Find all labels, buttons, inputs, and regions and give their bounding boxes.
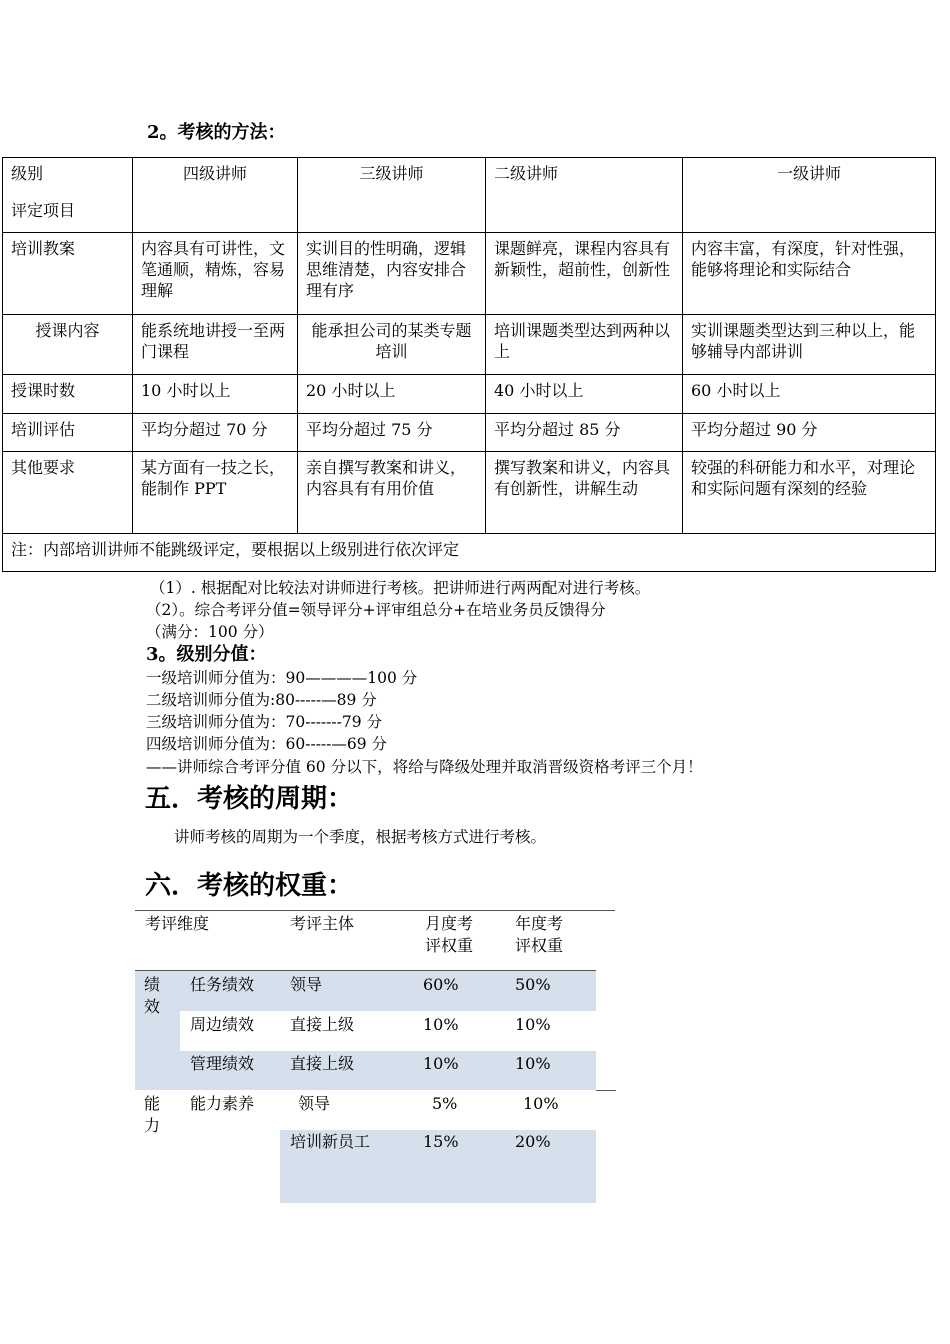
subject-cell: 直接上级	[290, 1054, 355, 1073]
table-cell: 10 小时以上	[133, 375, 298, 414]
level-header: 三级讲师	[298, 158, 486, 233]
group-label-ability: 能力	[144, 1094, 161, 1135]
table-cell: 平均分超过 70 分	[133, 414, 298, 452]
row-item: 授课内容	[3, 315, 133, 375]
table-cell: 平均分超过 85 分	[486, 414, 683, 452]
table-cell: 撰写教案和讲义，内容具有创新性，讲解生动	[486, 452, 683, 534]
yearly-cell: 10%	[515, 1054, 551, 1073]
row-item: 培训教案	[3, 233, 133, 315]
section5-text: 讲师考核的周期为一个季度，根据考核方式进行考核。	[174, 828, 547, 846]
corner-top: 级别	[11, 164, 44, 183]
table-cell: 能承担公司的某类专题培训	[298, 315, 486, 375]
section2-title: 2。考核的方法：	[147, 122, 286, 143]
table-cell: 培训课题类型达到两种以上	[486, 315, 683, 375]
level-score: 一级培训师分值为：90————100 分	[146, 669, 418, 687]
level-header: 二级讲师	[486, 158, 683, 233]
table-cell: 40 小时以上	[486, 375, 683, 414]
table-cell: 能系统地讲授一至两门课程	[133, 315, 298, 375]
level-score: 四级培训师分值为：60-----—69 分	[146, 735, 388, 753]
level-header: 四级讲师	[133, 158, 298, 233]
monthly-cell: 60%	[423, 975, 459, 994]
level-score-note: ——讲师综合考评分值 60 分以下，将给与降级处理并取消晋级资格考评三个月！	[146, 758, 703, 776]
corner-bottom: 评定项目	[11, 201, 76, 220]
table-cell: 平均分超过 75 分	[298, 414, 486, 452]
weight-header: 考评主体	[290, 914, 355, 933]
note-row	[3, 534, 936, 572]
subject-cell: 领导	[298, 1094, 331, 1113]
yearly-cell: 10%	[515, 1015, 551, 1034]
table-row	[3, 452, 936, 534]
monthly-cell: 10%	[423, 1015, 459, 1034]
table-header-row	[3, 158, 936, 233]
table-cell: 课题鲜亮，课程内容具有新颖性，超前性，创新性	[486, 233, 683, 315]
yearly-cell: 50%	[515, 975, 551, 994]
subject-cell: 直接上级	[290, 1015, 355, 1034]
yearly-cell: 20%	[515, 1132, 551, 1151]
table-row	[3, 414, 936, 452]
section5-title: 五．考核的周期：	[145, 784, 354, 814]
table-cell: 内容具有可讲性，文笔通顺，精炼，容易理解	[133, 233, 298, 315]
table-top-rule	[135, 910, 615, 911]
row-end-rule	[596, 1090, 616, 1091]
table-cell: 某方面有一技之长，能制作 PPT	[133, 452, 298, 534]
section6-title: 六．考核的权重：	[145, 871, 354, 901]
table-cell: 内容丰富，有深度，针对性强，能够将理论和实际结合	[683, 233, 936, 315]
table-row	[3, 375, 936, 414]
table-cell: 60 小时以上	[683, 375, 936, 414]
table-cell: 实训课题类型达到三种以上，能够辅导内部讲训	[683, 315, 936, 375]
table-cell: 平均分超过 90 分	[683, 414, 936, 452]
weight-header: 考评维度	[145, 914, 210, 933]
method-item: （1）. 根据配对比较法对讲师进行考核。把讲师进行两两配对进行考核。	[150, 579, 651, 597]
method-item: （2）。综合考评分值=领导评分+评审组总分+在培业务员反馈得分	[146, 601, 606, 619]
dimension-cell: 任务绩效	[190, 975, 255, 994]
subject-cell: 培训新员工	[290, 1132, 371, 1151]
section3-title: 3。级别分值：	[146, 644, 267, 665]
yearly-cell: 10%	[523, 1094, 559, 1113]
group-label-performance: 绩效	[144, 975, 161, 1016]
subject-cell: 领导	[290, 975, 323, 994]
monthly-cell: 15%	[423, 1132, 459, 1151]
table-row	[3, 233, 936, 315]
dimension-cell: 管理绩效	[190, 1054, 255, 1073]
row-item: 培训评估	[3, 414, 133, 452]
row-item: 其他要求	[3, 452, 133, 534]
weight-header: 月度考评权重	[425, 914, 474, 955]
table-cell: 20 小时以上	[298, 375, 486, 414]
method-item: （满分：100 分）	[146, 623, 274, 641]
table-note: 注：内部培训讲师不能跳级评定，要根据以上级别进行依次评定	[3, 534, 936, 572]
level-header: 一级讲师	[683, 158, 936, 233]
corner-cell	[3, 158, 133, 233]
table-cell: 亲自撰写教案和讲义，内容具有有用价值	[298, 452, 486, 534]
level-score: 三级培训师分值为：70-------79 分	[146, 713, 383, 731]
table-cell: 实训目的性明确，逻辑思维清楚，内容安排合理有序	[298, 233, 486, 315]
dimension-cell: 周边绩效	[190, 1015, 255, 1034]
weight-header: 年度考评权重	[515, 914, 564, 955]
monthly-cell: 10%	[423, 1054, 459, 1073]
table-cell: 较强的科研能力和水平，对理论和实际问题有深刻的经验	[683, 452, 936, 534]
method-table	[2, 157, 936, 572]
monthly-cell: 5%	[432, 1094, 458, 1113]
level-score: 二级培训师分值为:80-----—89 分	[146, 691, 377, 709]
table-row	[3, 315, 936, 375]
dimension-cell: 能力素养	[190, 1094, 255, 1113]
row-item: 授课时数	[3, 375, 133, 414]
